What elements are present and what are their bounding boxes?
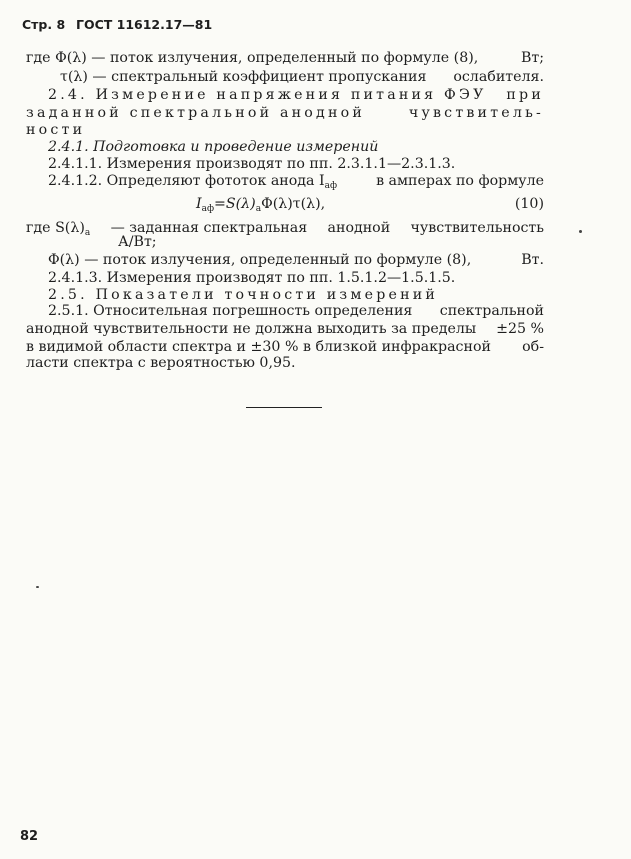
text-line: в видимой области спектра и ±30 % в близкой инфракрасной об- bbox=[26, 339, 544, 355]
text-line: 2.5.1. Относительная погрешность определения спектральной bbox=[48, 303, 544, 319]
text-line: τ(λ) — спектральный коэффициент пропускания ослабителя. bbox=[60, 69, 544, 85]
section-heading: 2.4. Измерение напряжения питания ФЭУ при bbox=[48, 87, 544, 103]
formula-number: (10) bbox=[514, 196, 544, 212]
section-heading: 2.5. Показатели точности измерений bbox=[48, 287, 439, 303]
page-number: 82 bbox=[20, 829, 39, 844]
scan-speck bbox=[36, 586, 39, 588]
text-line: Φ(λ) — поток излучения, определенный по формуле (8), Вт. bbox=[48, 252, 544, 268]
text-line: ласти спектра с вероятностью 0,95. bbox=[26, 355, 296, 371]
formula: $I_{аф}=S(\lambda)_а\Phi(\lambda)\tau(\lambda)$, (10) bbox=[196, 196, 544, 214]
text-line: анодной чувствительности не должна выходить за пределы ±25 % bbox=[26, 321, 544, 337]
text-line: 2.4.1.3. Измерения производят по пп. 1.5.1.2—1.5.1.5. bbox=[48, 270, 456, 286]
end-rule bbox=[246, 407, 322, 408]
scan-speck bbox=[579, 230, 582, 233]
section-heading: ности bbox=[26, 122, 86, 138]
page-label: Стр. 8 bbox=[22, 17, 66, 32]
text-line: 2.4.1.1. Измерения производят по пп. 2.3.1.1—2.3.1.3. bbox=[48, 156, 456, 172]
text-line: где Φ(λ) — поток излучения, определенный по формуле (8), Вт; bbox=[26, 50, 544, 66]
section-heading: заданной спектральной анодной чувствитель- bbox=[26, 105, 544, 121]
text-line: где $S(\lambda)_а$ — заданная спектральная анодной чувствительность bbox=[26, 220, 544, 238]
subsection-heading: 2.4.1. Подготовка и проведение измерений bbox=[48, 139, 379, 155]
text-line: А/Вт; bbox=[118, 234, 157, 250]
text-line: 2.4.1.2. Определяют фототок анода $I_{аф}$ в амперах по формуле bbox=[48, 173, 544, 191]
standard-id: ГОСТ 11612.17—81 bbox=[76, 17, 213, 32]
